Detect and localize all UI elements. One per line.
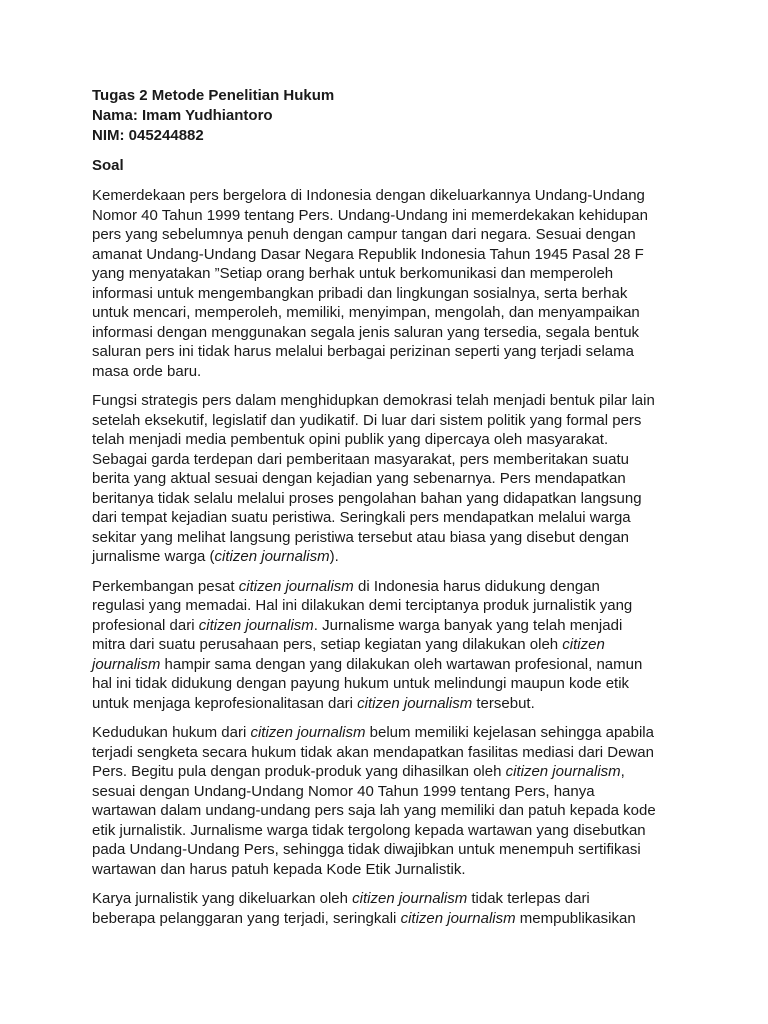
paragraph-1-line: saluran pers ini tidak harus melalui berbagai perizinan seperti yang terjadi selama — [92, 343, 634, 360]
paragraph-4-text: Pers. Begitu pula dengan produk-produk yang dihasilkan oleh — [92, 763, 506, 780]
paragraph-1 — [92, 186, 688, 381]
paragraph-3-text: . Jurnalisme warga banyak yang telah menjadi — [313, 616, 623, 634]
paragraph-1-line: pers yang sebelumnya penuh dengan campur tangan dari negara. Sesuai dengan — [92, 226, 636, 243]
italic-term: citizen journalism — [214, 548, 330, 565]
paragraph-5 — [92, 889, 688, 928]
document-body — [92, 86, 688, 938]
paragraph-3-text: profesional dari — [92, 616, 199, 634]
section-heading: Soal — [92, 157, 124, 174]
assignment-title: Tugas 2 Metode Penelitian Hukum — [92, 87, 335, 104]
paragraph-3-text: di Indonesia harus didukung dengan — [353, 577, 600, 595]
paragraph-2-text: jurnalisme warga ( — [92, 548, 215, 565]
paragraph-2-line: dari tempat kejadian suatu peristiwa. Seringkali pers mendapatkan melalui warga — [92, 509, 631, 526]
student-nim: NIM: 045244882 — [92, 127, 204, 144]
paragraph-3-line: hal ini tidak didukung dengan payung hukum untuk melindungi maupun kode etik — [92, 675, 630, 692]
paragraph-2 — [92, 391, 688, 567]
paragraph-2-line: beritanya tidak selalu melalui proses pengolahan bahan yang didapatkan langsung — [92, 489, 642, 507]
paragraph-4-line: sesuai dengan Undang-Undang Nomor 40 Tahun 1999 tentang Pers, hanya — [92, 782, 595, 800]
paragraph-2-line: telah menjadi media pembentuk opini publik yang dipercaya oleh masyarakat. — [92, 431, 609, 448]
italic-term: citizen journalism — [250, 724, 366, 741]
italic-term: citizen — [562, 636, 605, 653]
italic-term: citizen journalism — [198, 616, 314, 634]
paragraph-3-text: mitra dari suatu perusahaan pers, setiap kegiatan yang dilakukan oleh — [92, 636, 563, 653]
paragraph-4-text: Kedudukan hukum dari — [92, 724, 251, 741]
paragraph-4-line: pada Undang-Undang Pers, sehingga tidak diwajibkan untuk menempuh sertifikasi — [92, 841, 641, 858]
paragraph-3-text: untuk menjaga keprofesionalitasan dari — [92, 694, 358, 712]
paragraph-5-text: mempublikasikan — [515, 909, 636, 927]
italic-term: citizen journalism — [400, 909, 516, 927]
paragraph-2-line: setelah eksekutif, legislatif dan yudikatif. Di luar dari sistem politik yang formal pers — [92, 411, 642, 429]
italic-term: journalism — [92, 655, 161, 673]
italic-term: citizen journalism — [505, 763, 621, 780]
paragraph-2-line: berita yang aktual sesuai dengan kejadian yang sebenarnya. Pers mendapatkan — [92, 470, 626, 487]
paragraph-1-line: Kemerdekaan pers bergelora di Indonesia dengan dikeluarkannya Undang-Undang — [92, 187, 645, 204]
paragraph-4-line: terjadi sengketa secara hukum tidak akan mendapatkan fasilitas mediasi dari Dewan — [92, 743, 654, 761]
italic-term: citizen journalism — [238, 577, 354, 595]
paragraph-3-text: hampir sama dengan yang dilakukan oleh wartawan profesional, namun — [160, 655, 643, 673]
paragraph-1-line: informasi untuk mengembangkan pribadi dan lingkungan sosialnya, serta berhak — [92, 284, 628, 302]
paragraph-4-line: etik jurnalistik. Jurnalisme warga tidak tergolong kepada wartawan yang disebutkan — [92, 821, 646, 839]
paragraph-5-text: Karya jurnalistik yang dikeluarkan oleh — [92, 890, 353, 907]
paragraph-4-text: , — [620, 763, 625, 780]
paragraph-3-line: regulasi yang memadai. Hal ini dilakukan demi terciptanya produk jurnalistik yang — [92, 597, 633, 614]
paragraph-2-line: sekitar yang melihat langsung peristiwa tersebut atau biasa yang disebut dengan — [92, 528, 630, 546]
paragraph-5-text: beberapa pelanggaran yang terjadi, seringkali — [92, 909, 401, 927]
paragraph-2-line: Fungsi strategis pers dalam menghidupkan demokrasi telah menjadi bentuk pilar lain — [92, 392, 655, 409]
paragraph-4 — [92, 723, 688, 879]
paragraph-1-line: yang menyatakan ”Setiap orang berhak untuk berkomunikasi dan memperoleh — [92, 265, 614, 282]
paragraph-5-text: tidak terlepas dari — [467, 890, 590, 907]
paragraph-3-text: tersebut. — [472, 694, 535, 712]
paragraph-3-text: Perkembangan pesat — [92, 577, 239, 595]
italic-term: citizen journalism — [352, 890, 468, 907]
paragraph-2-text: ). — [329, 548, 339, 565]
paragraph-1-line: informasi dengan menggunakan segala jenis saluran yang tersedia, segala bentuk — [92, 323, 640, 341]
student-name: Nama: Imam Yudhiantoro — [92, 107, 273, 124]
paragraph-1-line: Nomor 40 Tahun 1999 tentang Pers. Undang-Undang ini memerdekakan kehidupan — [92, 206, 648, 224]
italic-term: citizen journalism — [357, 694, 473, 712]
paragraph-1-line: amanat Undang-Undang Dasar Negara Republik Indonesia Tahun 1945 Pasal 28 F — [92, 245, 644, 263]
paragraph-1-line: masa orde baru. — [92, 362, 202, 380]
paragraph-4-text: belum memiliki kejelasan sehingga apabila — [365, 724, 654, 741]
paragraph-3 — [92, 577, 688, 714]
paragraph-1-line: untuk mencari, memperoleh, memiliki, menyimpan, mengolah, dan menyampaikan — [92, 304, 640, 321]
paragraph-4-line: wartawan dalam undang-undang pers saja lah yang memiliki dan patuh kepada kode — [92, 802, 656, 819]
paragraph-2-line: Sebagai garda terdepan dari pemberitaan masyarakat, pers memberitakan suatu — [92, 450, 629, 468]
paragraph-4-line: wartawan dan harus patuh kepada Kode Etik Jurnalistik. — [92, 860, 466, 878]
